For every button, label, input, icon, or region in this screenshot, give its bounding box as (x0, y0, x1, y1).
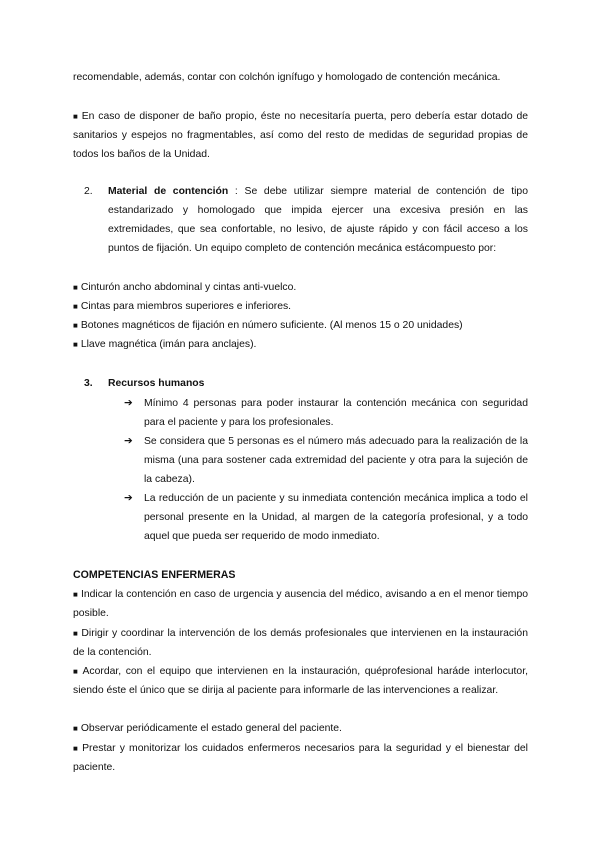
competencia-item-text: Indicar la contención en caso de urgencia y ausencia del médico, avisando a en el menor tiempo posible. (73, 589, 528, 619)
bullet-icon: ■ (73, 321, 78, 330)
paragraph-colchon (73, 68, 528, 87)
section-number: 2. (84, 186, 93, 197)
material-item-text: Llave magnética (imán para anclajes). (80, 339, 257, 350)
competencia-item (73, 739, 528, 777)
arrow-icon: ➔ (124, 493, 133, 504)
bullet-icon: ■ (73, 112, 79, 121)
recursos-item (124, 394, 528, 432)
material-item-text: Botones magnéticos de fijación en número suficiente. (Al menos 15 o 20 unidades) (80, 320, 463, 331)
bullet-icon: ■ (73, 744, 80, 753)
competencia-item-text: Dirigir y coordinar la intervención de los demás profesionales que intervienen en la instauración de la contención. (73, 628, 528, 658)
bullet-icon: ■ (73, 590, 78, 599)
bullet-icon: ■ (73, 724, 78, 733)
paragraph-text: recomendable, además, contar con colchón ignífugo y homologado de contención mecánica. (73, 72, 501, 83)
bullet-icon: ■ (73, 302, 78, 311)
material-item-text: Cintas para miembros superiores e inferiores. (80, 301, 292, 312)
section-title: Recursos humanos (108, 378, 205, 389)
section-body (108, 182, 528, 258)
paragraph-bano (73, 107, 528, 164)
recursos-item (124, 432, 528, 489)
competencia-item-text: Observar periódicamente el estado general del paciente. (80, 723, 342, 734)
arrow-icon: ➔ (124, 436, 133, 447)
bullet-icon: ■ (73, 667, 80, 676)
material-item (73, 316, 528, 335)
paragraph-text: En caso de disponer de baño propio, éste no necesitaría puerta, pero debería estar dotado de sanitarios y espejos no fragmentables, así como del resto de medidas de seguridad propias de todos los baños de la Unidad. (73, 111, 528, 160)
section-recursos-humanos (84, 374, 204, 393)
material-item-text: Cinturón ancho abdominal y cintas anti-vuelco. (80, 282, 297, 293)
recursos-item-text: Mínimo 4 personas para poder instaurar la contención mecánica con seguridad para el paciente y para los profesionales. (144, 398, 528, 428)
competencia-item (73, 624, 528, 662)
section-number: 3. (84, 378, 93, 389)
section-material-contencion (84, 182, 528, 258)
recursos-item-text: Se considera que 5 personas es el número más adecuado para la realización de la misma (una para sostener cada extremidad del paciente y otra para la sujeción de la cabeza). (144, 436, 528, 485)
material-item (73, 297, 528, 316)
recursos-item (124, 489, 528, 546)
competencias-heading: COMPETENCIAS ENFERMERAS (73, 569, 236, 581)
bullet-icon: ■ (73, 340, 78, 349)
section-title: Material de contención (108, 186, 229, 197)
material-item (73, 335, 528, 354)
bullet-icon: ■ (73, 283, 78, 292)
competencia-item-text: Prestar y monitorizar los cuidados enfermeros necesarios para la seguridad y el bienestar del paciente. (73, 743, 528, 773)
arrow-icon: ➔ (124, 398, 133, 409)
section-text: : Se debe utilizar siempre material de contención de tipo estandarizado y homologado que impida ejercer una excesiva presión en las extremidades, que sea confortable, no lesivo, de ajuste rápido y con fácil acceso a los puntos de fijación. Un equipo completo de contención mecánica estácompuesto por: (108, 186, 528, 254)
competencia-item (73, 719, 528, 738)
bullet-icon: ■ (73, 629, 79, 638)
competencia-item-text: Acordar, con el equipo que intervienen en la instauración, quéprofesional haráde interlocutor, siendo éste el único que se dirija al paciente para informarle de las intervenciones a realizar. (73, 666, 528, 696)
material-item (73, 278, 528, 297)
competencia-item (73, 585, 528, 623)
competencia-item (73, 662, 528, 700)
recursos-item-text: La reducción de un paciente y su inmediata contención mecánica implica a todo el personal presente en la Unidad, al margen de la categoría profesional, y a todo aquel que pueda ser requerido de modo inmediato. (144, 493, 528, 542)
